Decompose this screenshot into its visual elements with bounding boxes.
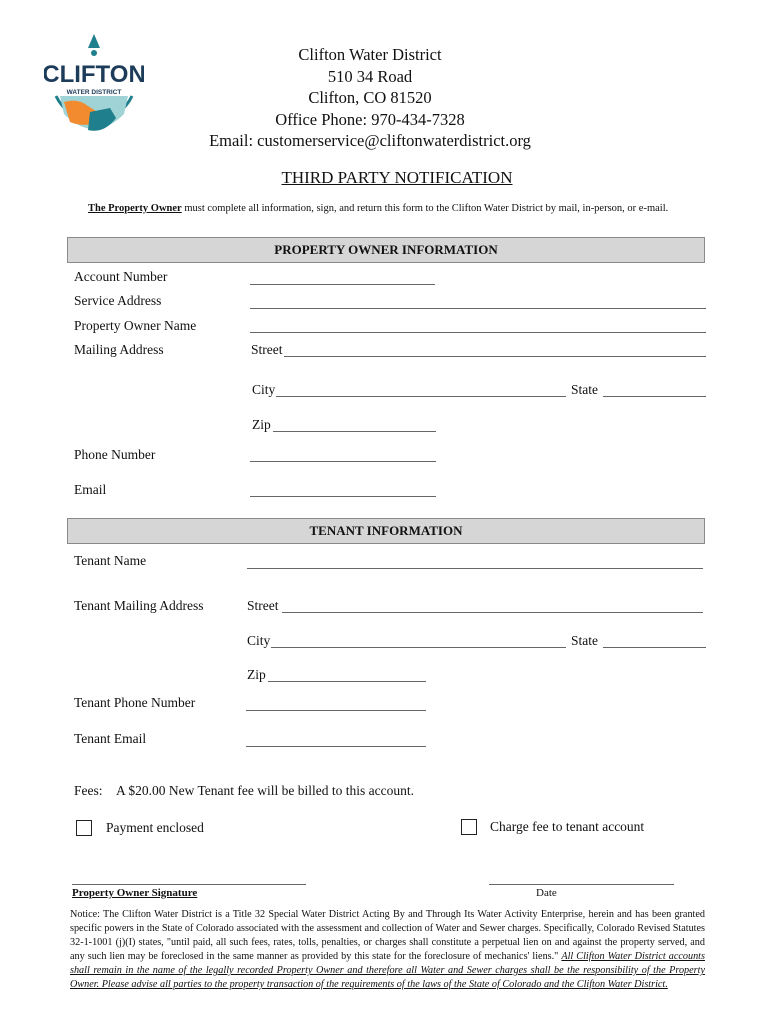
fees-text: A $20.00 New Tenant fee will be billed to this account. [116,783,414,798]
charge-tenant-checkbox[interactable] [461,819,477,835]
district-street: 510 34 Road [327,66,413,86]
instructions-text: must complete all information, sign, and return this form to the Clifton Water District by mail, in-person, or e-mail. [181,203,669,214]
tenant-street-field[interactable] [282,612,703,613]
phone-number-label: Phone Number [74,447,156,462]
tenant-mailing-label: Tenant Mailing Address [74,598,204,613]
account-number-label: Account Number [74,269,168,284]
owner-name-field[interactable] [250,332,706,333]
tenant-state-label: State [571,633,598,648]
tenant-email-label: Tenant Email [74,731,147,746]
date-field[interactable] [489,884,674,885]
tenant-zip-label: Zip [247,667,266,682]
notice-text: Notice: The Clifton Water District is a Title 32 Special Water District Acting By and Through Its Water Activity Enterprise, herein and has been granted specific powers in the State of Colorado associated with the assessment and collection of Water and Sewer charges. Specifically, Colorado Revised Statutes 32-1-1001 (j)(I) states, "until paid, all such fees, rates, tolls, penalties, or charges shall constitute a perpetual lien on and against the property served, and any such lien may be foreclosed in the same manner as provided by this state for the foreclosure of mechanics' liens." [70,909,705,962]
fees-label: Fees: [74,783,103,798]
mailing-address-label: Mailing Address [74,342,164,357]
legal-notice [70,908,705,992]
owner-street-field[interactable] [284,356,706,357]
district-phone: Office Phone: 970-434-7328 [275,109,465,129]
owner-city-label: City [252,382,276,397]
owner-street-label: Street [251,342,283,357]
owner-zip-label: Zip [252,417,271,432]
owner-city-field[interactable] [276,396,566,397]
district-city: Clifton, CO 81520 [308,88,432,107]
svg-text:CLIFTON: CLIFTON [44,61,144,88]
tenant-street-label: Street [247,598,279,613]
svg-text:WATER DISTRICT: WATER DISTRICT [66,89,122,96]
service-address-label: Service Address [74,293,162,308]
tenant-email-field[interactable] [246,746,426,747]
service-address-field[interactable] [250,308,706,309]
notice-italic: All Clifton Water District accounts shall remain in the name of the legally recorded Property Owner and therefore all Water and Sewer charges shall be the responsibility of the Property Owner. Please advise all parties to the property transaction of the requirements of the laws of the State of Colorado and the Clifton Water District. [70,951,705,990]
owner-state-label: State [571,382,598,397]
district-name: Clifton Water District [298,45,442,64]
owner-signature-field[interactable] [72,884,306,885]
account-number-field[interactable] [250,284,435,285]
tenant-phone-label: Tenant Phone Number [74,695,196,710]
email-label: Email [74,482,107,497]
tenant-city-label: City [247,633,271,648]
clifton-logo [44,34,144,154]
tenant-name-label: Tenant Name [74,553,147,568]
payment-enclosed-label: Payment enclosed [106,820,204,835]
owner-state-field[interactable] [603,396,706,397]
owner-section-heading: PROPERTY OWNER INFORMATION [67,237,705,263]
tenant-zip-field[interactable] [268,681,426,682]
instructions-owner: The Property Owner [88,203,182,214]
tenant-name-field[interactable] [247,568,703,569]
tenant-city-field[interactable] [271,647,566,648]
instructions [88,203,668,214]
owner-zip-field[interactable] [273,431,436,432]
charge-tenant-label: Charge fee to tenant account [490,819,645,834]
phone-number-field[interactable] [250,461,436,462]
district-email: Email: customerservice@cliftonwaterdistrict.org [209,131,531,150]
tenant-phone-field[interactable] [246,710,426,711]
payment-enclosed-checkbox[interactable] [76,820,92,836]
owner-name-label: Property Owner Name [74,318,197,333]
tenant-section-heading: TENANT INFORMATION [67,518,705,544]
email-field[interactable] [250,496,436,497]
date-label: Date [536,887,557,899]
tenant-state-field[interactable] [603,647,706,648]
form-title: THIRD PARTY NOTIFICATION [281,168,513,187]
district-header [170,44,570,152]
owner-signature-label: Property Owner Signature [72,887,198,899]
